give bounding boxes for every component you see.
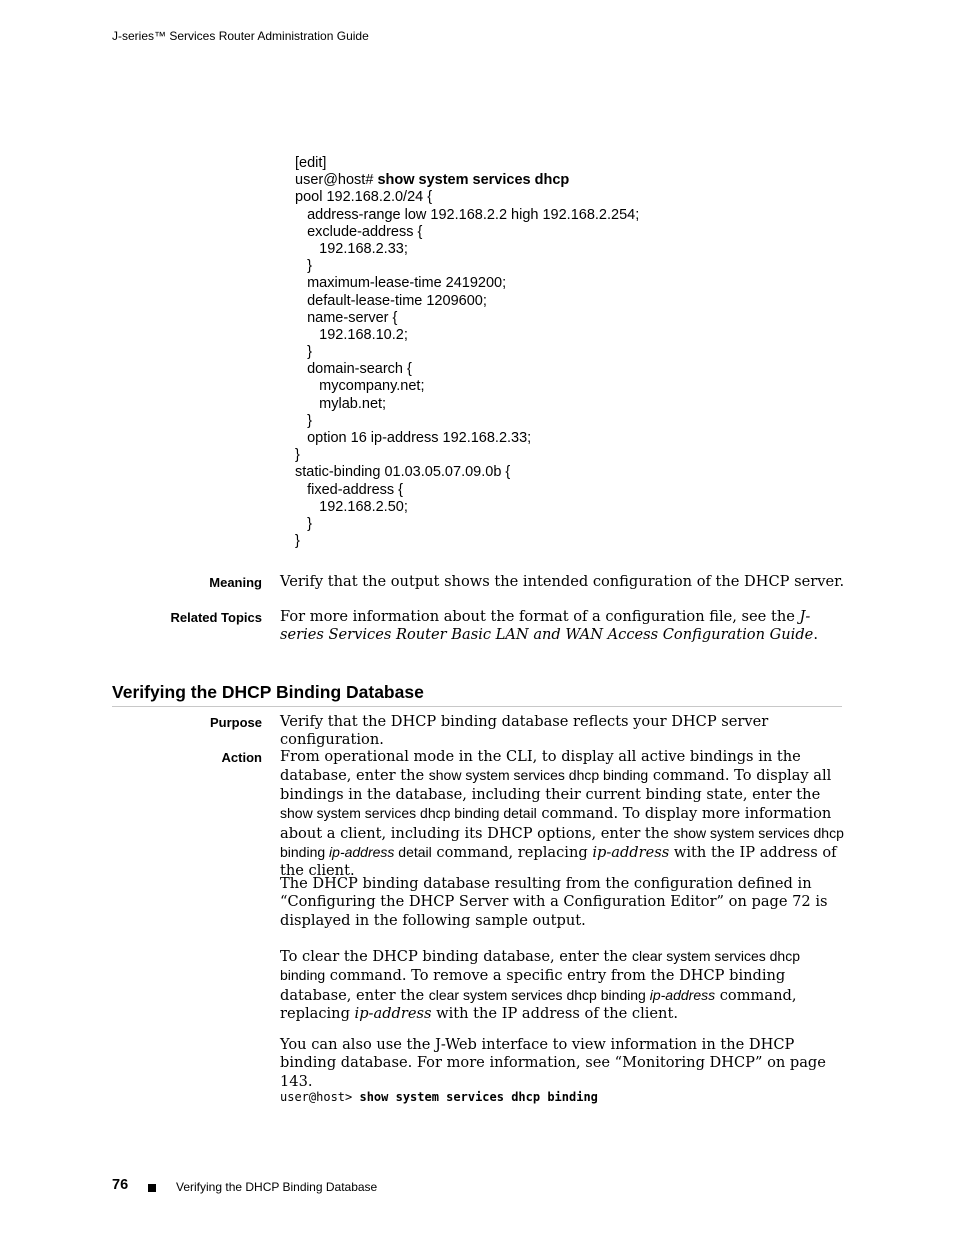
config-line xyxy=(295,189,639,206)
config-text: [edit] xyxy=(295,155,327,171)
command-text: detail xyxy=(394,844,432,861)
text-run: with the IP address of the client. xyxy=(431,1005,678,1023)
config-line xyxy=(295,499,639,516)
config-line xyxy=(295,172,639,189)
meaning-label: Meaning xyxy=(209,575,262,590)
config-line xyxy=(295,293,639,310)
indent xyxy=(295,413,307,429)
indent xyxy=(295,516,307,532)
config-line xyxy=(295,275,639,292)
indent xyxy=(295,310,307,326)
config-output xyxy=(295,155,639,550)
footer-bullet-icon xyxy=(148,1184,156,1192)
text-run: From operational mode in the CLI, to display all active bindings in the database, enter the xyxy=(280,748,801,785)
indent xyxy=(295,258,307,274)
related-topics-end: . xyxy=(813,626,818,644)
text-run: command. To remove a specific entry from the DHCP binding database, enter the xyxy=(280,967,786,1004)
book-title-reference: J-series Services Router Basic LAN and WAN Access Configuration Guide xyxy=(280,608,814,644)
page-number: 76 xyxy=(112,1177,129,1193)
action-label: Action xyxy=(221,750,262,765)
command-text: clear system services dhcp binding xyxy=(428,986,650,1003)
config-line xyxy=(295,378,639,395)
indent xyxy=(295,396,319,412)
command-text: clear system services dhcp binding xyxy=(280,948,801,984)
indent xyxy=(295,361,307,377)
config-line xyxy=(295,516,639,533)
config-line xyxy=(295,396,639,413)
config-text: } xyxy=(307,344,312,361)
text-run: command. To display all bindings in the database, including their current binding state, enter the xyxy=(280,767,832,803)
command-variable: ip-address xyxy=(649,986,716,1003)
cli-command-text: show system services dhcp xyxy=(377,172,570,189)
config-text: address-range low 192.168.2.2 high 192.168.2.254; xyxy=(307,206,640,223)
running-header: J-series™ Services Router Administration Guide xyxy=(112,29,369,43)
config-line xyxy=(295,155,639,172)
config-text: name-server { xyxy=(307,309,398,326)
config-line xyxy=(295,430,639,447)
config-text: } xyxy=(307,515,312,532)
config-line xyxy=(295,361,639,378)
config-line xyxy=(295,258,639,275)
config-text: 192.168.2.33; xyxy=(319,240,408,257)
indent xyxy=(295,344,307,360)
action-paragraph-4: You can also use the J-Web interface to view information in the DHCP binding database. For more information, see “Monitoring DHCP” on page 143. xyxy=(280,1036,826,1090)
config-text: } xyxy=(295,447,300,464)
config-line xyxy=(295,482,639,499)
purpose-label: Purpose xyxy=(209,715,262,730)
config-line xyxy=(295,447,639,464)
indent xyxy=(295,430,307,446)
config-text: maximum-lease-time 2419200; xyxy=(307,275,507,292)
action-paragraph-2: The DHCP binding database resulting from the configuration defined in “Configuring the DHCP Server with a Configuration Editor” on page 72 is displayed in the following sample output. xyxy=(280,875,828,929)
config-text: 192.168.10.2; xyxy=(319,326,408,343)
config-text: domain-search { xyxy=(307,361,412,378)
config-line xyxy=(295,464,639,481)
text-run: To clear the DHCP binding database, enter the xyxy=(280,948,632,965)
config-line xyxy=(295,413,639,430)
action-paragraph-3 xyxy=(280,947,845,1024)
cli-command-text: show system services dhcp binding xyxy=(359,1090,598,1104)
config-line xyxy=(295,344,639,361)
config-text: default-lease-time 1209600; xyxy=(307,292,487,309)
variable-text: ip-address xyxy=(592,844,670,862)
config-text: mycompany.net; xyxy=(319,378,425,395)
config-line xyxy=(295,310,639,327)
cli-prompt: user@host# xyxy=(295,172,378,189)
action-paragraph-1 xyxy=(280,748,845,881)
command-text: show system services dhcp binding xyxy=(280,824,844,861)
config-text: fixed-address { xyxy=(307,481,404,498)
related-topics-text xyxy=(280,608,845,645)
config-text: } xyxy=(295,533,300,550)
command-variable: ip-address xyxy=(329,844,395,861)
text-run: command, replacing xyxy=(280,986,797,1023)
config-line xyxy=(295,241,639,258)
config-text: mylab.net; xyxy=(319,395,387,412)
command-text: show system services dhcp binding detail xyxy=(280,805,537,822)
variable-text: ip-address xyxy=(354,1005,432,1023)
text-run: with the IP address of the client. xyxy=(280,844,837,880)
purpose-text: Verify that the DHCP binding database reflects your DHCP server configuration. xyxy=(280,713,769,749)
config-text: option 16 ip-address 192.168.2.33; xyxy=(307,430,532,446)
indent xyxy=(295,207,307,223)
config-text: pool 192.168.2.0/24 { xyxy=(295,189,433,206)
indent xyxy=(295,499,319,515)
indent xyxy=(295,241,319,257)
command-text: show system services dhcp binding xyxy=(428,767,649,784)
section-title: Verifying the DHCP Binding Database xyxy=(112,682,424,702)
text-run: command, replacing xyxy=(431,844,593,862)
text-run: command. To display more information about a client, including its DHCP options, enter the xyxy=(280,805,832,842)
config-line xyxy=(295,533,639,550)
config-line xyxy=(295,327,639,344)
config-line xyxy=(295,224,639,241)
related-topics-intro: For more information about the format of a configuration file, see the xyxy=(280,608,800,625)
config-text: } xyxy=(307,412,312,429)
indent xyxy=(295,293,307,309)
footer-title: Verifying the DHCP Binding Database xyxy=(176,1180,378,1194)
indent xyxy=(295,275,307,291)
config-line xyxy=(295,207,639,224)
config-text: static-binding 01.03.05.07.09.0b { xyxy=(295,464,511,481)
config-text: } xyxy=(307,258,312,275)
cli-prompt: user@host> xyxy=(280,1090,360,1104)
config-text: exclude-address { xyxy=(307,223,423,240)
section-rule xyxy=(112,706,842,707)
cli-command xyxy=(280,1090,598,1104)
indent xyxy=(295,224,307,240)
indent xyxy=(295,378,319,394)
config-text: 192.168.2.50; xyxy=(319,498,408,515)
meaning-text: Verify that the output shows the intended configuration of the DHCP server. xyxy=(280,573,845,590)
indent xyxy=(295,482,307,498)
related-topics-label: Related Topics xyxy=(170,610,262,625)
indent xyxy=(295,327,319,343)
